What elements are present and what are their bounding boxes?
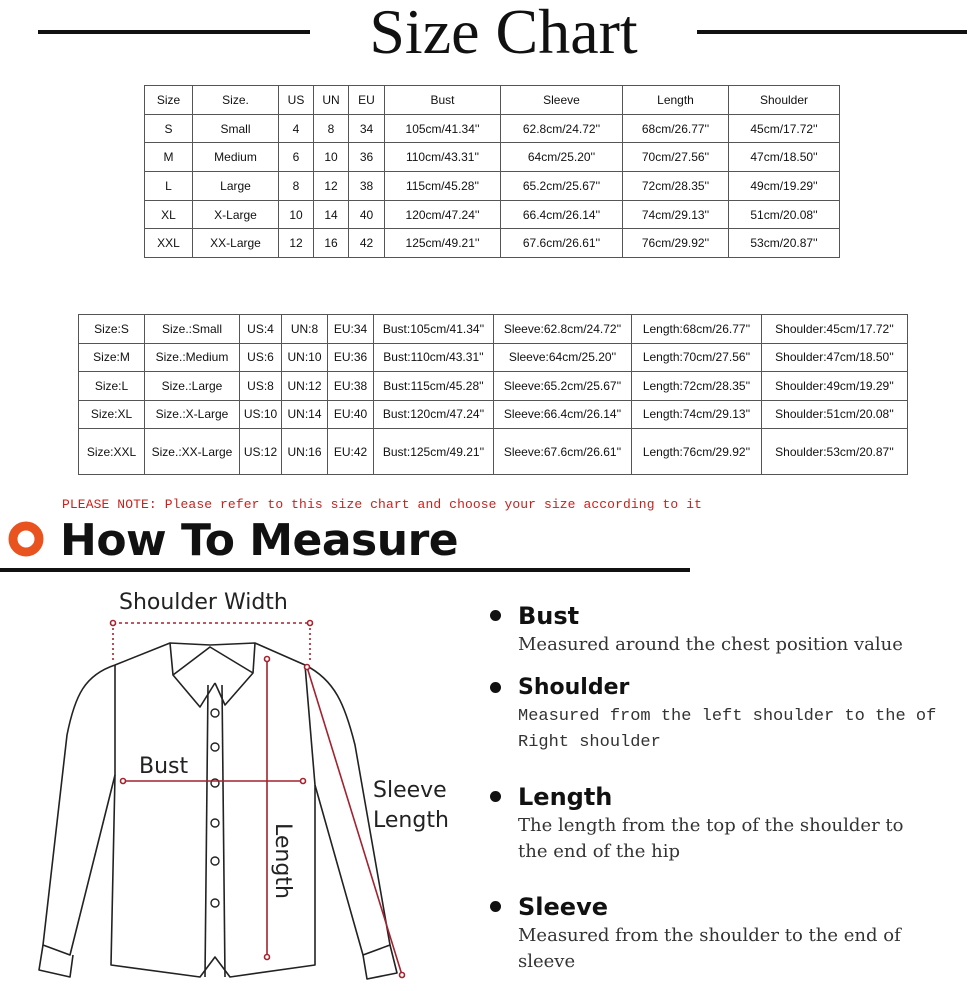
table-cell: US:8: [240, 372, 282, 401]
table-cell: Sleeve: [501, 86, 623, 115]
table-cell: Bust:125cm/49.21'': [374, 429, 494, 475]
table-cell: 66.4cm/26.14'': [501, 200, 623, 229]
table-cell: Length:70cm/27.56'': [632, 343, 762, 372]
measure-heading: Length: [518, 783, 613, 811]
table-cell: UN:8: [282, 315, 328, 344]
table-cell: Sleeve:65.2cm/25.67'': [494, 372, 632, 401]
table-row: [79, 315, 908, 344]
table-cell: Size.:Large: [145, 372, 240, 401]
measure-heading: Shoulder: [518, 675, 630, 700]
table-cell: Size:S: [79, 315, 145, 344]
table-cell: 12: [279, 229, 314, 258]
measurement-lines: [111, 621, 405, 978]
bullet-icon: [490, 610, 501, 621]
table-cell: US:6: [240, 343, 282, 372]
table-cell: UN:10: [282, 343, 328, 372]
table-cell: UN:12: [282, 372, 328, 401]
table-cell: 4: [279, 114, 314, 143]
page-title: Size Chart: [369, 0, 638, 67]
table-cell: Sleeve:67.6cm/26.61'': [494, 429, 632, 475]
table-cell: Shoulder:49cm/19.29'': [762, 372, 908, 401]
table-cell: Bust:115cm/45.28'': [374, 372, 494, 401]
table-cell: Shoulder:51cm/20.08'': [762, 400, 908, 429]
length-label: Length: [270, 823, 295, 899]
table-row: [79, 343, 908, 372]
table-cell: US: [279, 86, 314, 115]
table-row: [145, 86, 840, 115]
table-cell: Shoulder:47cm/18.50'': [762, 343, 908, 372]
table-cell: Large: [193, 172, 279, 201]
size-chart-header: [0, 0, 969, 70]
shirt-outline-icon: [39, 643, 397, 979]
table-cell: 49cm/19.29'': [729, 172, 840, 201]
sleeve-label-line1: Sleeve: [373, 778, 447, 803]
table-cell: Length:68cm/26.77'': [632, 315, 762, 344]
bullet-icon: [490, 791, 501, 802]
table-cell: 120cm/47.24'': [385, 200, 501, 229]
table-cell: 12: [314, 172, 349, 201]
size-note: PLEASE NOTE: Please refer to this size chart and choose your size according to it: [62, 497, 703, 512]
table-row: [145, 200, 840, 229]
measure-item-bust: [490, 602, 960, 662]
table-cell: EU:38: [328, 372, 374, 401]
table-cell: 34: [349, 114, 385, 143]
table-cell: 72cm/28.35'': [623, 172, 729, 201]
bust-label: Bust: [139, 754, 189, 779]
table-cell: Bust:120cm/47.24'': [374, 400, 494, 429]
button-icons: [211, 709, 219, 907]
orange-ring-icon: [8, 521, 44, 557]
measure-description: Measured around the chest position value: [518, 634, 903, 655]
table-cell: 62.8cm/24.72'': [501, 114, 623, 143]
table-cell: Medium: [193, 143, 279, 172]
shirt-measure-diagram: [15, 585, 455, 985]
table-row: [145, 143, 840, 172]
table-cell: 10: [314, 143, 349, 172]
table-cell: Length:72cm/28.35'': [632, 372, 762, 401]
table-cell: Length:76cm/29.92'': [632, 429, 762, 475]
table-cell: US:10: [240, 400, 282, 429]
table-row: [145, 229, 840, 258]
table-cell: Size:XXL: [79, 429, 145, 475]
table-cell: UN:14: [282, 400, 328, 429]
table-cell: 42: [349, 229, 385, 258]
table-row: [145, 172, 840, 201]
table-cell: Sleeve:66.4cm/26.14'': [494, 400, 632, 429]
sleeve-label-line2: Length: [373, 808, 449, 833]
table-row: [79, 429, 908, 475]
bullet-icon: [490, 682, 501, 693]
shoulder-width-label: Shoulder Width: [119, 590, 288, 615]
title-rule-left: [38, 30, 310, 34]
measure-description: The length from the top of the shoulder to the end of the hip: [518, 815, 904, 862]
table-cell: Sleeve:62.8cm/24.72'': [494, 315, 632, 344]
how-to-measure-rule: [0, 568, 690, 572]
table-cell: 45cm/17.72'': [729, 114, 840, 143]
table-row: [145, 114, 840, 143]
table-cell: 6: [279, 143, 314, 172]
table-cell: S: [145, 114, 193, 143]
table-cell: EU: [349, 86, 385, 115]
table-cell: 16: [314, 229, 349, 258]
table-cell: 47cm/18.50'': [729, 143, 840, 172]
table-cell: Size.:Medium: [145, 343, 240, 372]
table-cell: X-Large: [193, 200, 279, 229]
table-row: [79, 400, 908, 429]
table-cell: EU:42: [328, 429, 374, 475]
title-rule-right: [697, 30, 967, 34]
table-cell: Shoulder:53cm/20.87'': [762, 429, 908, 475]
table-cell: UN:16: [282, 429, 328, 475]
table-cell: 40: [349, 200, 385, 229]
table-cell: Length:74cm/29.13'': [632, 400, 762, 429]
measure-heading: Sleeve: [518, 893, 608, 921]
table-cell: EU:36: [328, 343, 374, 372]
table-cell: XXL: [145, 229, 193, 258]
table-cell: Shoulder: [729, 86, 840, 115]
table-cell: Size: [145, 86, 193, 115]
table-cell: M: [145, 143, 193, 172]
measure-item-length: [490, 783, 960, 873]
table-cell: Sleeve:64cm/25.20'': [494, 343, 632, 372]
table-cell: Bust: [385, 86, 501, 115]
table-cell: 14: [314, 200, 349, 229]
table-cell: 67.6cm/26.61'': [501, 229, 623, 258]
table-cell: 53cm/20.87'': [729, 229, 840, 258]
table-cell: Bust:105cm/41.34'': [374, 315, 494, 344]
table-cell: EU:40: [328, 400, 374, 429]
table-cell: EU:34: [328, 315, 374, 344]
table-cell: Shoulder:45cm/17.72'': [762, 315, 908, 344]
table-cell: 8: [279, 172, 314, 201]
table-cell: 76cm/29.92'': [623, 229, 729, 258]
table-cell: Size:XL: [79, 400, 145, 429]
table-cell: Small: [193, 114, 279, 143]
how-to-measure-title: How To Measure: [60, 515, 459, 566]
table-row: [79, 372, 908, 401]
table-cell: US:4: [240, 315, 282, 344]
table-cell: Bust:110cm/43.31'': [374, 343, 494, 372]
size-table-primary: [144, 85, 840, 258]
table-cell: 110cm/43.31'': [385, 143, 501, 172]
bullet-icon: [490, 901, 501, 912]
table-cell: 64cm/25.20'': [501, 143, 623, 172]
table-cell: 51cm/20.08'': [729, 200, 840, 229]
table-cell: UN: [314, 86, 349, 115]
table-cell: 65.2cm/25.67'': [501, 172, 623, 201]
table-cell: XX-Large: [193, 229, 279, 258]
table-cell: Size.:XX-Large: [145, 429, 240, 475]
table-cell: 38: [349, 172, 385, 201]
measure-item-shoulder: [490, 674, 960, 754]
table-cell: 125cm/49.21'': [385, 229, 501, 258]
table-cell: Size.:X-Large: [145, 400, 240, 429]
table-cell: 36: [349, 143, 385, 172]
table-cell: Size:L: [79, 372, 145, 401]
measure-description: Measured from the left shoulder to the of Right shoulder: [518, 707, 937, 752]
measure-heading: Bust: [518, 602, 580, 630]
measure-description: Measured from the shoulder to the end of sleeve: [518, 925, 901, 972]
table-cell: Size:M: [79, 343, 145, 372]
table-cell: 70cm/27.56'': [623, 143, 729, 172]
table-cell: US:12: [240, 429, 282, 475]
table-cell: Size.:Small: [145, 315, 240, 344]
table-cell: 8: [314, 114, 349, 143]
table-cell: 68cm/26.77'': [623, 114, 729, 143]
measure-item-sleeve: [490, 893, 960, 983]
table-cell: Length: [623, 86, 729, 115]
table-cell: 74cm/29.13'': [623, 200, 729, 229]
table-cell: L: [145, 172, 193, 201]
table-cell: 115cm/45.28'': [385, 172, 501, 201]
table-cell: Size.: [193, 86, 279, 115]
table-cell: 105cm/41.34'': [385, 114, 501, 143]
size-table-labeled: [78, 314, 908, 475]
table-cell: XL: [145, 200, 193, 229]
table-cell: 10: [279, 200, 314, 229]
